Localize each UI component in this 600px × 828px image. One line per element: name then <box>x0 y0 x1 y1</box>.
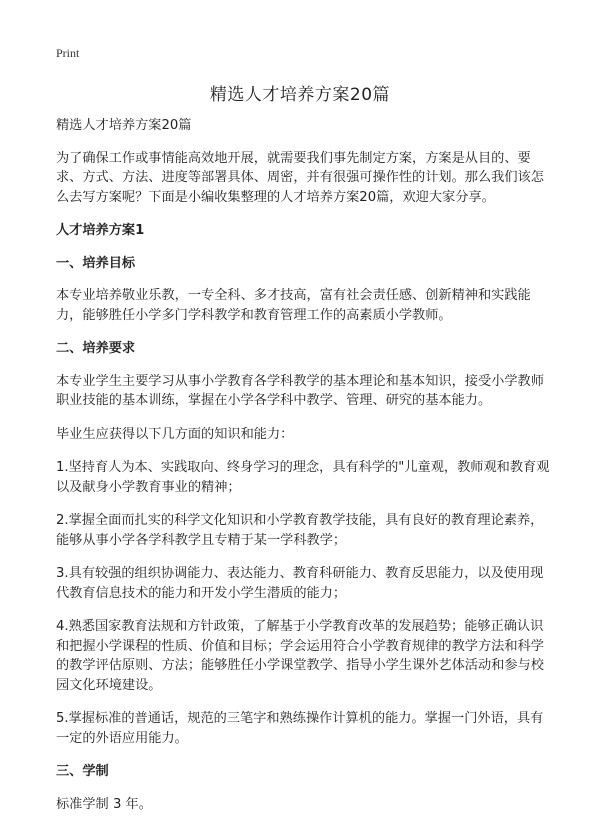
paragraph-abilities-lead: 毕业生应获得以下几方面的知识和能力： <box>56 426 294 442</box>
print-link[interactable]: Print <box>56 46 80 60</box>
list-item: 2.掌握全面而扎实的科学文化知识和小学教育教学技能，具有良好的教育理论素养，能够从事小学各学科教学且专精于某一学科教学； <box>56 513 544 548</box>
list-item: 3.具有较强的组织协调能力、表达能力、教育科研能力、教育反思能力，以及使用现代教育信息技术的能力和开发小学生潜质的能力； <box>56 566 544 601</box>
heading-schooling-length: 三、学制 <box>56 764 109 779</box>
document-title: 精选人才培养方案20篇 <box>209 85 391 105</box>
list-item: 4.熟悉国家教育法规和方针政策，了解基于小学教育改革的发展趋势；能够正确认识和把握小学课程的性质、价值和目标；学会运用符合小学教育规律的教学方法和科学的教学评估原则、方法；能够胜任小学课堂教学、指导小学生课外艺体活动和参与校园文化环境建设。 <box>56 619 544 693</box>
heading-training-requirements: 二、培养要求 <box>56 341 136 356</box>
list-item: 5.掌握标准的普通话，规范的三笔字和熟练操作计算机的能力。掌握一门外语，具有一定的外语应用能力。 <box>56 711 544 746</box>
document-body <box>56 116 552 828</box>
section-title: 人才培养方案1 <box>56 223 145 238</box>
document-subtitle: 精选人才培养方案20篇 <box>56 118 192 133</box>
paragraph-training-requirements: 本专业学生主要学习从事小学教育各学科教学的基本理论和基本知识，接受小学教师职业技能的基本训练，掌握在小学各学科中教学、管理、研究的基本能力。 <box>56 373 544 408</box>
intro-paragraph: 为了确保工作或事情能高效地开展，就需要我们事先制定方案，方案是从目的、要求、方式、方法、进度等部署具体、周密，并有很强可操作性的计划。那么我们该怎么去写方案呢？下面是小编收集整理的人才培养方案20篇，欢迎大家分享。 <box>56 150 544 205</box>
list-item: 1.坚持育人为本、实践取向、终身学习的理念，具有科学的"儿童观，教师观和教育观以及献身小学教育事业的精神； <box>56 460 550 495</box>
paragraph-training-goal: 本专业培养敬业乐教，一专全科、多才技高，富有社会责任感、创新精神和实践能力，能够胜任小学多门学科教学和教育管理工作的高素质小学教师。 <box>56 288 531 323</box>
paragraph-schooling-length: 标准学制 3 年。 <box>56 796 152 812</box>
heading-training-goal: 一、培养目标 <box>56 255 136 271</box>
